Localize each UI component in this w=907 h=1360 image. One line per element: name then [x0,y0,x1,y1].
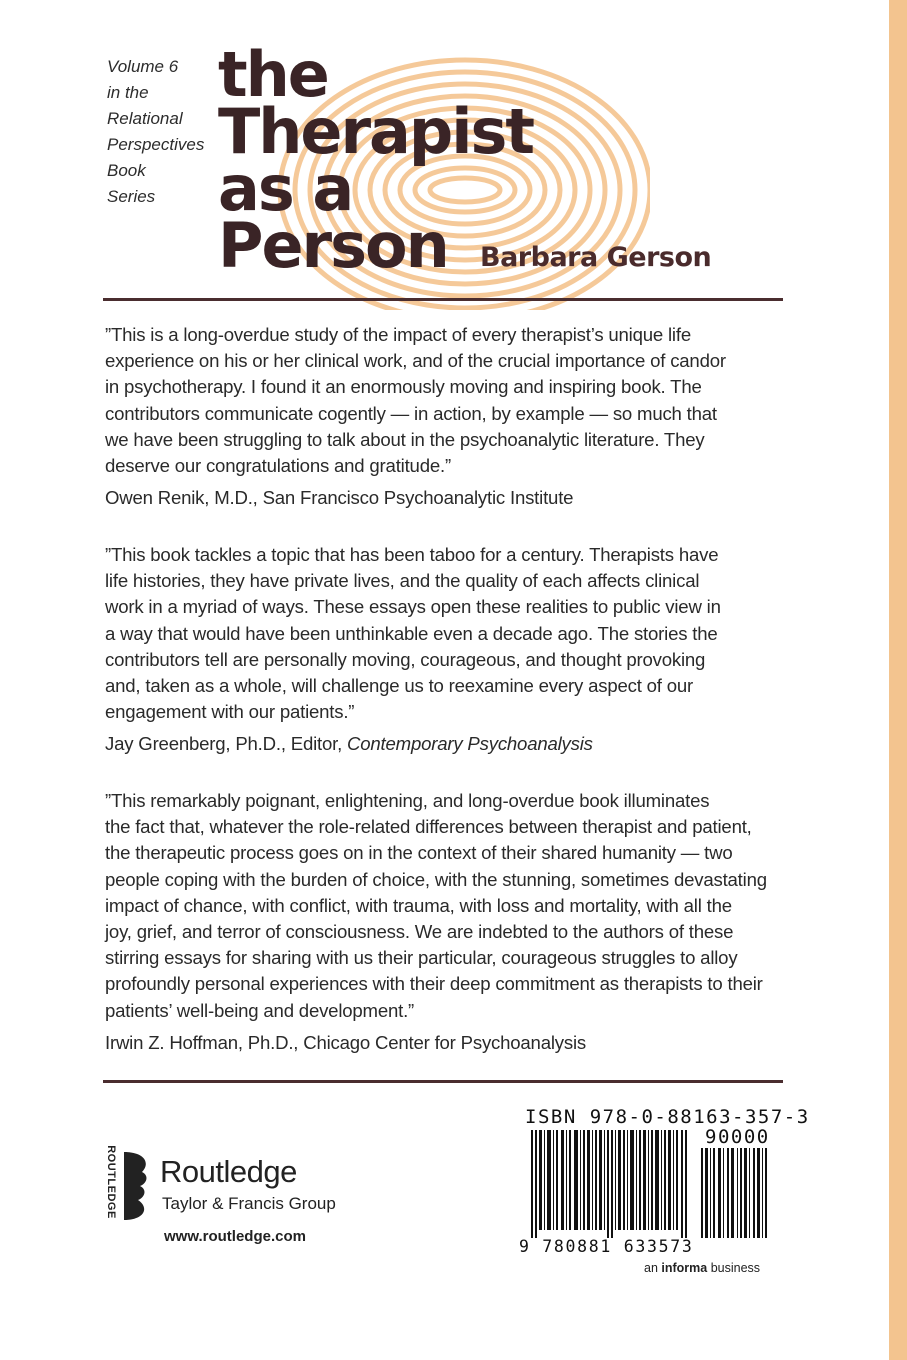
quote-line: engagement with our patients.” [105,701,355,723]
publisher-url: www.routledge.com [164,1228,306,1245]
publisher-name: Routledge [160,1154,297,1189]
quote-line: the therapeutic process goes on in the context of their shared humanity — two [105,842,733,864]
attribution-text: Irwin Z. Hoffman, Ph.D., Chicago Center for Psychoanalysis [105,1031,586,1053]
series-line: Series [107,187,156,206]
quote-attribution [105,731,785,757]
author-name: Barbara Gerson [480,242,712,273]
publisher-vertical-wordmark: ROUTLEDGE [104,1145,117,1219]
quote-line: people coping with the burden of choice, with the stunning, sometimes devastating [105,868,767,890]
quote-1 [105,322,785,511]
quote-line: work in a myriad of ways. These essays open these realities to public view in [105,596,721,618]
title-line: as a [218,152,353,225]
price-barcode [701,1148,769,1238]
quote-line: profoundly personal experiences with their deep commitment as therapists to their [105,973,763,995]
title-line: Person [218,209,448,282]
series-line: Volume 6 [107,57,179,76]
quote-line: in psychotherapy. I found it an enormously moving and inspiring book. The [105,376,702,398]
quote-3 [105,788,785,1056]
quote-line: experience on his or her clinical work, and of the crucial importance of candor [105,350,726,372]
quote-line: contributors tell are personally moving, courageous, and thought provoking [105,648,706,670]
top-divider [103,298,783,301]
barcode [531,1130,691,1238]
quote-line: we have been struggling to talk about in the psychoanalytic literature. They [105,428,705,450]
quote-line: and, taken as a whole, will challenge us to reexamine every aspect of our [105,675,693,697]
ean-number: 9 780881 633573 [519,1237,694,1256]
title-line: the [218,38,328,111]
price-code: 90000 [705,1126,770,1148]
quote-line: the fact that, whatever the role-related differences between therapist and patient, [105,816,752,838]
quote-2 [105,542,785,758]
quote-attribution [105,1030,785,1056]
quote-line: ”This remarkably poignant, enlightening, and long-overdue book illuminates [105,790,710,811]
quote-line: contributors communicate cogently — in action, by example — so much that [105,402,717,424]
routledge-profile-icon [120,1150,156,1222]
informa-brand: informa [661,1261,708,1275]
spine-strip [889,0,907,1360]
publisher-group: Taylor & Francis Group [162,1194,336,1213]
quote-line: ”This book tackles a topic that has been taboo for a century. Therapists have [105,544,719,565]
quote-line: impact of chance, with conflict, with trauma, with loss and mortality, with all the [105,894,732,916]
series-line: in the [107,83,149,102]
series-note [107,54,207,210]
quote-line: joy, grief, and terror of consciousness. We are indebted to the authors of these [105,921,734,943]
quote-attribution [105,485,785,511]
attribution-text: Owen Renik, M.D., San Francisco Psychoanalytic Institute [105,487,574,509]
quote-line: ”This is a long-overdue study of the impact of every therapist’s unique life [105,324,691,345]
quote-line: a way that would have been unthinkable even a decade ago. The stories the [105,622,718,644]
quote-line: deserve our congratulations and gratitude.” [105,455,451,477]
attribution-text: Jay Greenberg, Ph.D., Editor, [105,733,348,755]
book-title [218,38,534,282]
series-line: Relational [107,109,183,128]
isbn-text: ISBN 978-0-88163-357-3 [525,1106,810,1128]
series-line: Perspectives [107,135,205,154]
quote-line: patients’ well-being and development.” [105,999,415,1021]
attribution-publication: Contemporary Psychoanalysis [347,733,593,755]
informa-tagline: an informa business [644,1261,761,1275]
quote-line: life histories, they have private lives, and the quality of each affects clinical [105,570,700,592]
quote-line: stirring essays for sharing with us their particular, courageous struggles to alloy [105,947,738,969]
series-line: Book [107,161,146,180]
bottom-divider [103,1080,783,1083]
title-line: Therapist [218,95,534,168]
